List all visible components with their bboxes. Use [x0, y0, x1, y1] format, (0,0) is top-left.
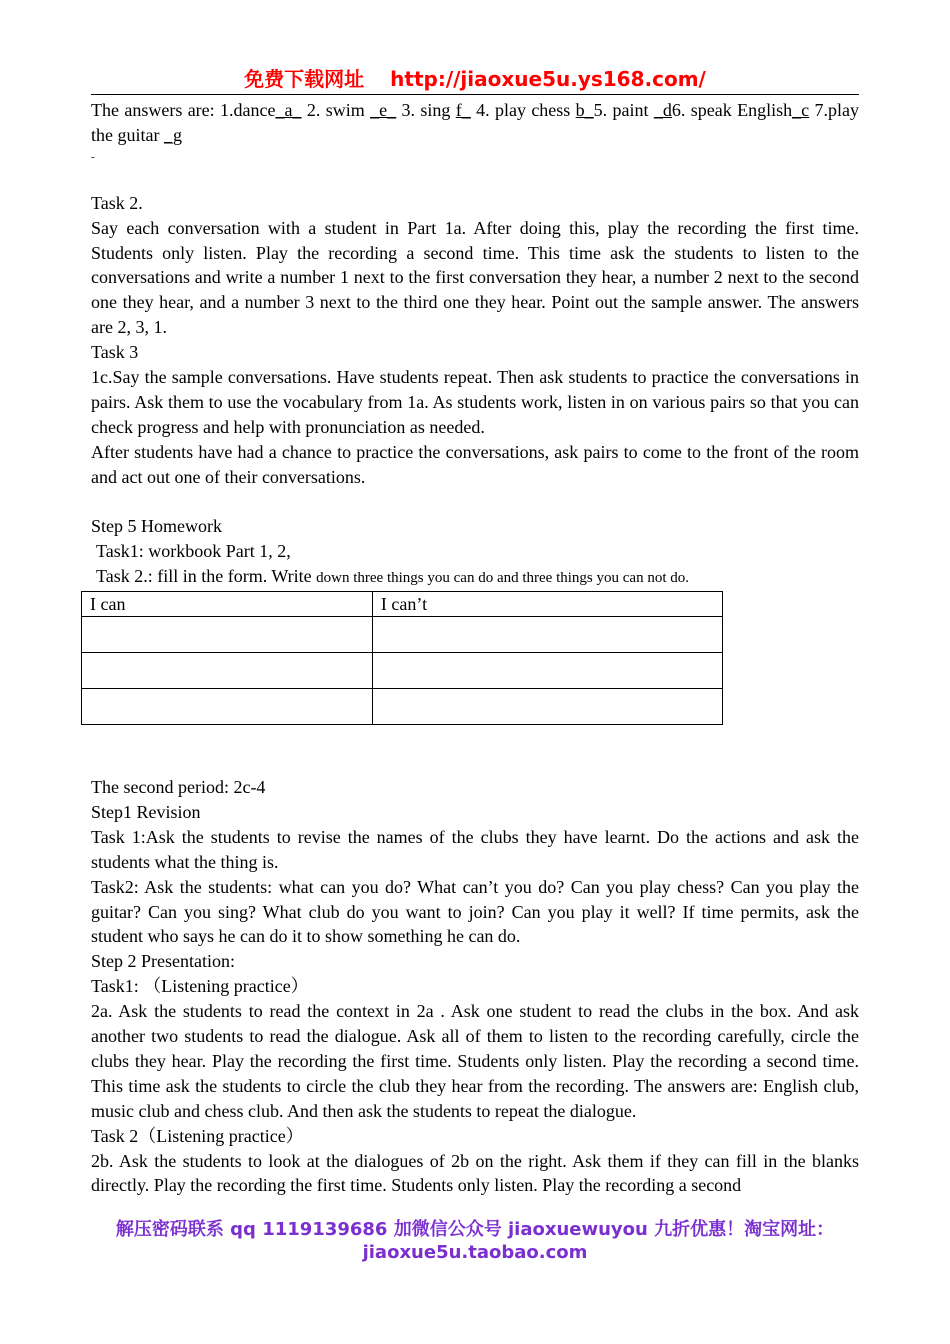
table-cell — [82, 617, 373, 653]
homework-title: Step 5 Homework — [91, 516, 222, 537]
period2-text-2b: 2b. Ask the students to look at the dialogues of 2b on the right. Ask them if they can fill in the blanks directly. Play the recording the first time. Students only listen. Play the recording a second — [91, 1150, 859, 1196]
homework-task2-lead: Task 2.: fill in the form. Write — [96, 566, 317, 587]
can-cant-table — [81, 591, 723, 725]
answer-text-4: 4. play chess — [470, 100, 576, 120]
task3-title: Task 3 — [91, 342, 139, 363]
answer-text-7: 7.play the guitar — [91, 100, 859, 145]
period2-task1-title: Task1: （Listening practice） — [91, 976, 309, 997]
table-cell — [372, 689, 722, 725]
table-cell — [82, 689, 373, 725]
page-header — [91, 66, 859, 95]
footer-line-1: 解压密码联系 qq 1119139686 加微信公众号 jiaoxuewuyou 九折优惠！淘宝网址： — [115, 1219, 835, 1240]
header-url-link[interactable]: http://jiaoxue5u.ys168.com/ — [390, 67, 706, 91]
answer-2: _e_ — [370, 100, 397, 120]
document-body — [91, 98, 859, 1198]
period2-task2-title: Task 2（Listening practice） — [91, 1125, 304, 1146]
period2-step2: Step 2 Presentation: — [91, 951, 235, 972]
table-header-cant: I can’t — [372, 592, 722, 617]
answer-text-2: 2. swim — [301, 100, 371, 120]
dash-mark: - — [91, 150, 95, 163]
page-footer — [0, 1218, 950, 1264]
homework-task1: Task1: workbook Part 1, 2, — [96, 541, 291, 562]
table-header-can: I can — [82, 592, 373, 617]
task2-title: Task 2. — [91, 192, 143, 213]
answer-text-6: 6. speak English — [671, 100, 793, 120]
answer-5: _d — [653, 100, 672, 120]
homework-task2 — [91, 564, 859, 591]
period2-text-2a: 2a. Ask the students to read the context in 2a . Ask one student to read the clubs in the box. And ask another two students to read the dialogue. Ask all of them to listen to the recording carefully, circle the clubs they hear. Play the recording the first time. Students only listen. Play the recording a second time. This time ask the students to circle the club they hear from the recording. The answers are: English club, music club and chess club. And then ask the students to repeat the dialogue. — [91, 1001, 859, 1121]
task3-text-1: 1c.Say the sample conversations. Have students repeat. Then ask students to practice the conversations in pairs. Ask them to use the vocabulary from 1a. As students work, listen in on various pairs so that you can check progress and help with pronunciation as needed. — [91, 367, 859, 437]
table-cell — [372, 617, 722, 653]
answer-text-5: 5. paint — [593, 100, 654, 120]
answers-line — [91, 98, 859, 148]
homework-task2-rest: down three things you can do and three things you can not do. — [316, 570, 689, 587]
answer-4: b_ — [575, 100, 594, 120]
task2-text: Say each conversation with a student in Part 1a. After doing this, play the recording the first time. Students only listen. Play the recording a second time. This time ask the students to listen to the conversations and write a number 1 next to the first conversation they hear, a number 2 next to the second one they hear, and a number 3 next to the third one they hear. Point out the sample answer. The answers are 2, 3, 1. — [91, 217, 859, 338]
answer-1: _a_ — [275, 100, 302, 120]
period2-task1: Task 1:Ask the students to revise the names of the clubs they have learnt. Do the actions and ask the students what the thing is. — [91, 826, 859, 872]
period2-task2: Task2: Ask the students: what can you do? What can’t you do? Can you play chess? Can you play the guitar? Can you sing? What club do you want to join? Can you play it well? If time permits, ask the student who says he can do it to show something he can do. — [91, 876, 859, 947]
period2-title: The second period: 2c-4 — [91, 776, 266, 797]
header-cn-label: 免费下载网址 — [244, 67, 365, 91]
answer-text-3: 3. sing — [396, 100, 456, 120]
answer-3: f_ — [455, 100, 471, 120]
table-cell — [82, 653, 373, 689]
answer-7: _g — [163, 124, 182, 145]
footer-line-2[interactable]: jiaoxue5u.taobao.com — [362, 1242, 588, 1263]
table-cell — [372, 653, 722, 689]
answers-intro: The answers are: 1.dance — [91, 100, 276, 120]
answer-6: _c — [792, 100, 810, 120]
period2-step1: Step1 Revision — [91, 801, 201, 822]
task3-text-2: After students have had a chance to practice the conversations, ask pairs to come to the front of the room and act out one of their conversations. — [91, 441, 859, 487]
